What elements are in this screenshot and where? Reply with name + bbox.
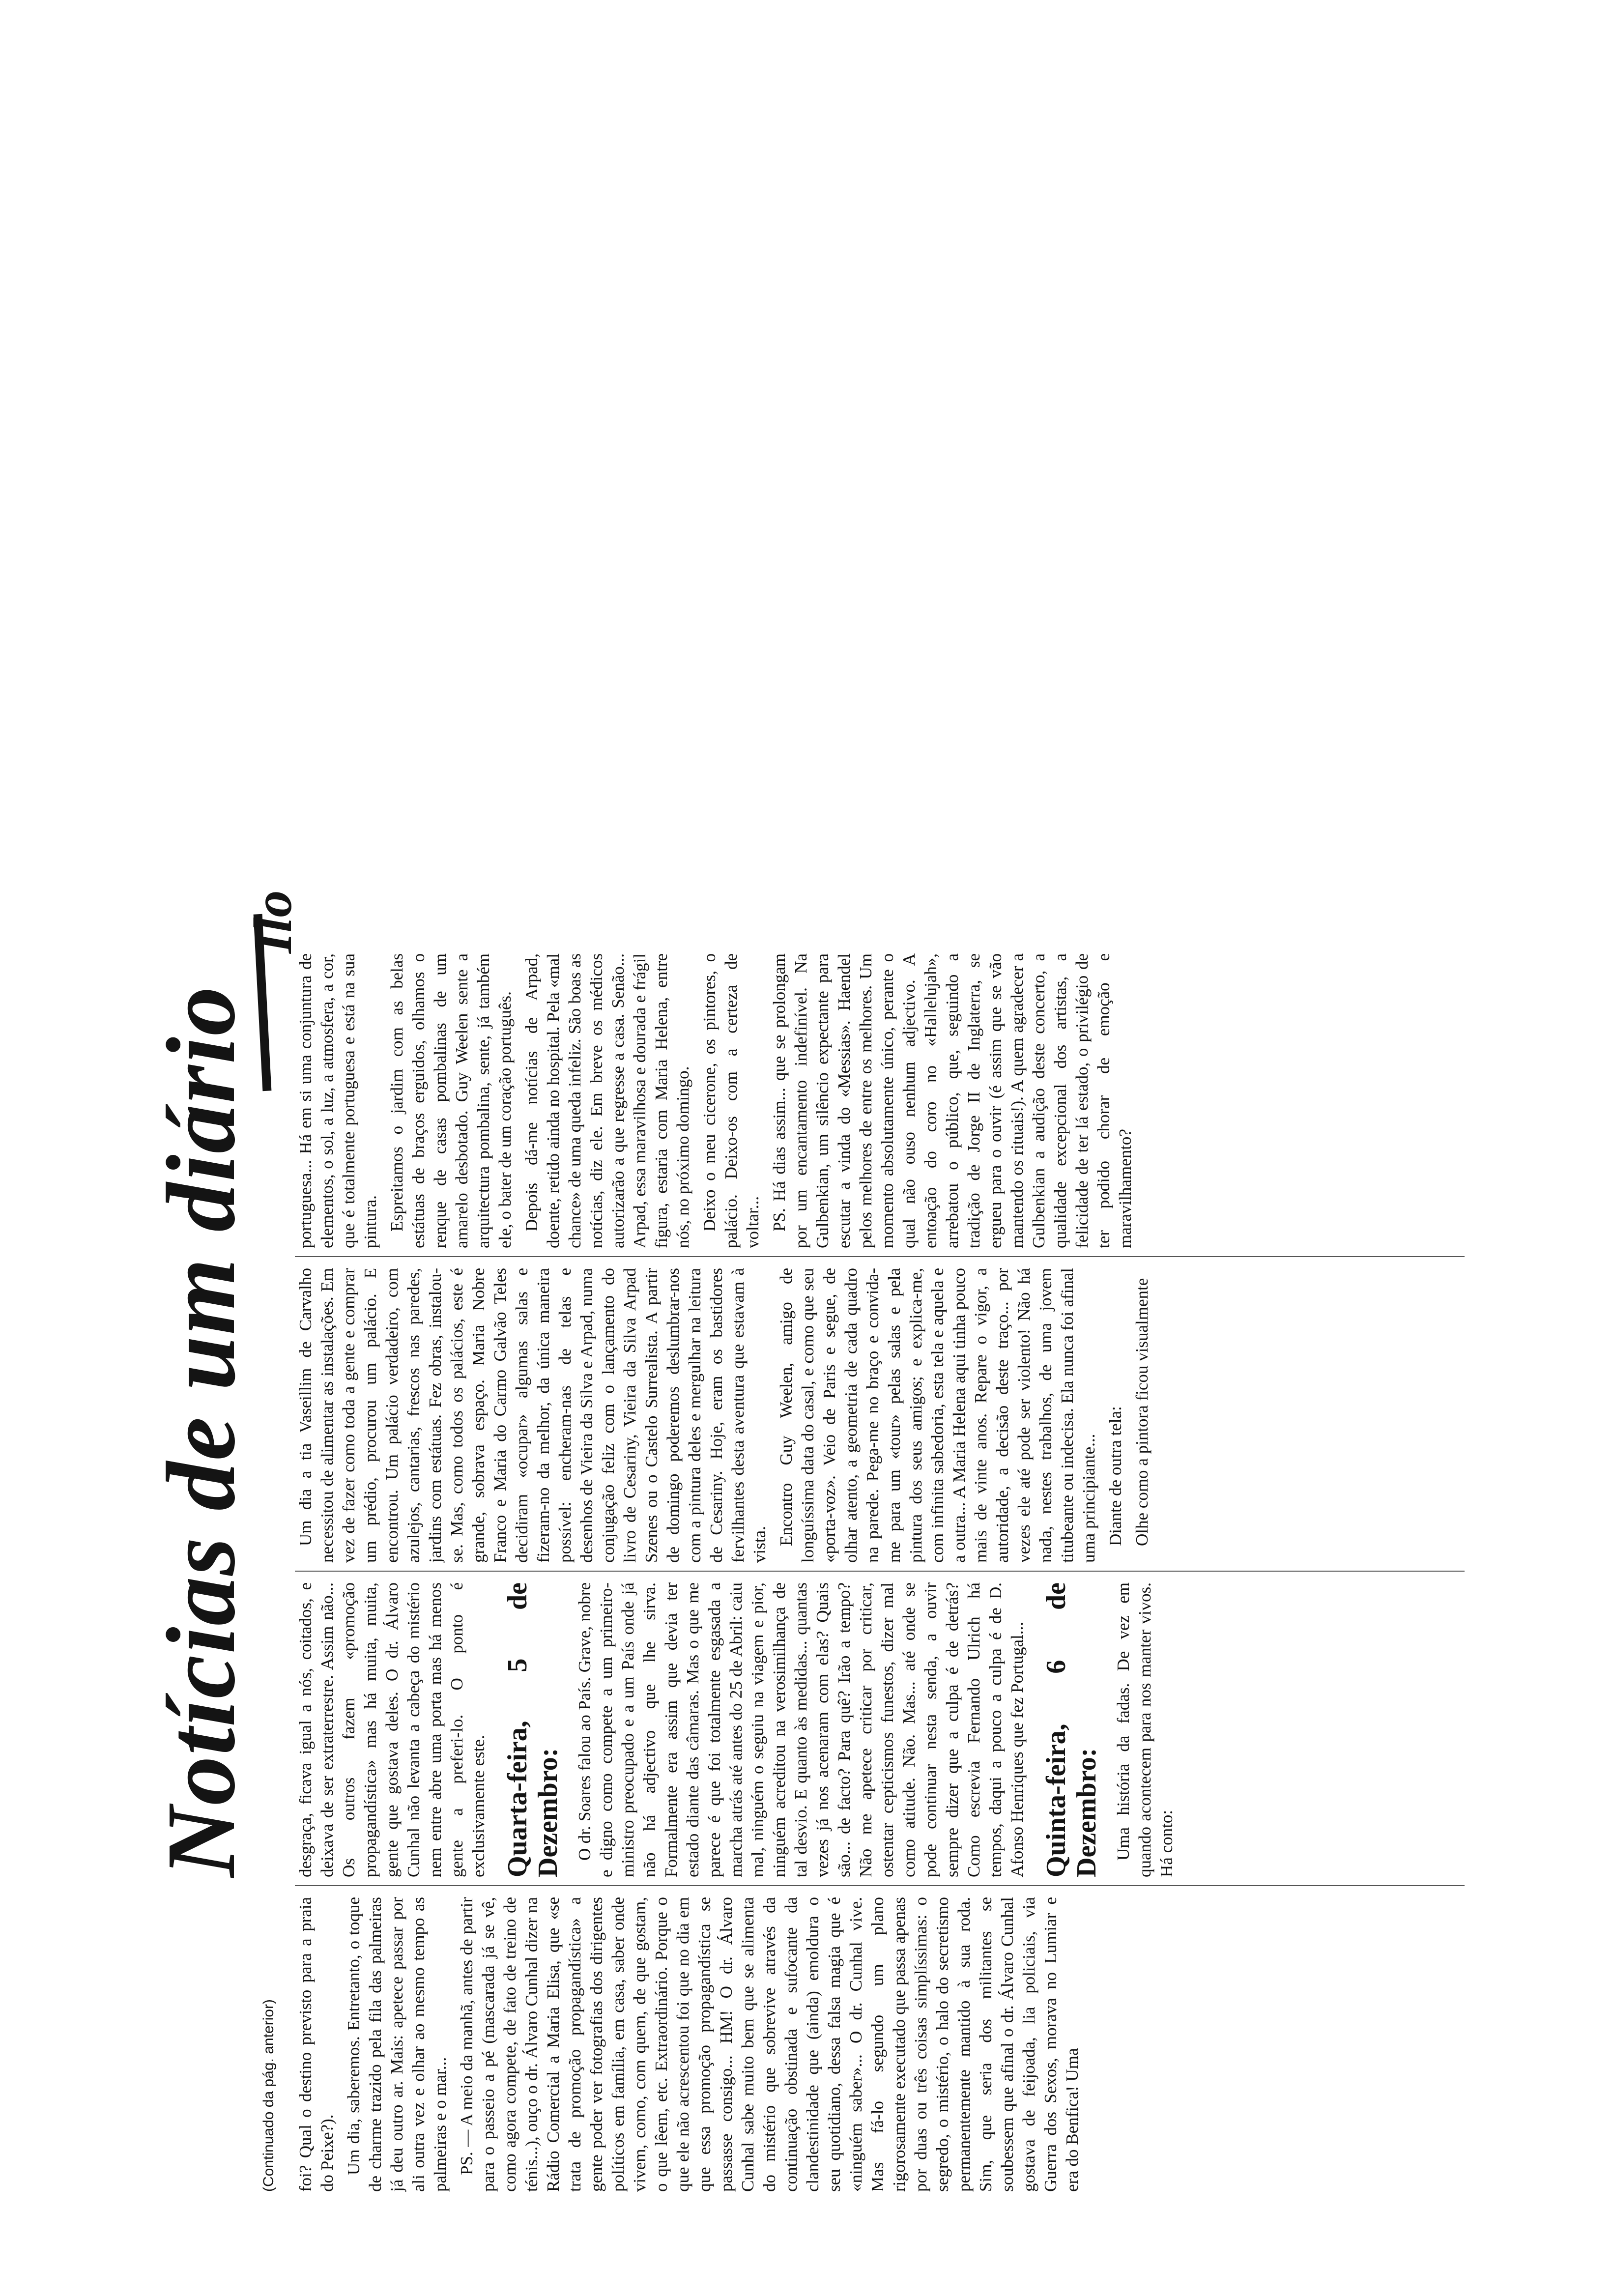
paragraph: Um dia a tia Vaseillim de Carvalho necessitou de alimentar as instalações. Em vez de fazer como toda a gente e comprar um prédio, procurou um palácio. E encontrou. Um palácio verdadeiro, com azulejos, cantarias, frescos nas paredes, jardins com estátuas. Fez obras, instalou-se. Mas, como todos os palácios, este é grande, sobrava espaço. Maria Nobre Franco e Maria do Carmo Galvão Teles decidiram «ocupar» algumas salas e fizeram-no da melhor, da única maneira possível: encheram-nas de telas e desenhos de Vieira da Silva e Arpad, numa conjugação feliz com o lançamento do livro de Cesariny, Vieira da Silva Arpad Szenes ou o Castelo Surrealista. A partir de domingo poderemos deslumbrar-nos com a pintura deles e mergulhar na leitura de Cesariny. Hoje, eram os bastidores fervilhantes desta aventura que estavam à vista.: [296, 1268, 769, 1563]
handwritten-mark: Ilo: [243, 890, 303, 953]
rotated-article: [133, 98, 1479, 2192]
paragraph: Olhe como a pintora ficou visualmente: [1132, 1278, 1151, 1546]
paragraph: desgraça, ficava igual a nós, coitados, e deixava de ser extraterrestre. Assim não... Os outros fazem «promoção propagandística» mas há muita, muita, gente que gostava deles. O dr. Álvaro Cunhal não levanta a cabeça do mistério nem entre abre uma porta mas há menos gente a preferi-lo. O ponto é exclusivamente este.: [296, 1582, 488, 1877]
column-divider: [295, 1571, 1465, 1572]
paragraph: PS. Há dias assim... que se prolongam por um encantamento indefinível. Na Gulbenkian, um silêncio expectante para escutar a vinda do «Messias». Haendel pelos melhores de entre os melhores. Um momento absolutamente único, perante o qual não ouso nenhum adjectivo. A entoação do coro no «Hallelujah», arrebatou o público, que, seguindo a tradição de Jorge II de Inglaterra, se ergueu para o ouvir (é assim que se vão mantendo os rituais!). A quem agradecer a Gulbenkian a audição deste concerto, a qualidade excepcional dos artistas, a felicidade de ter lá estado, o privilégio de ter podido chorar de emoção e maravilhamento?: [770, 953, 1135, 1248]
paragraph: Espreitamos o jardim com as belas estátuas de braços erguidos, olhamos o renque de casas pombalinas de um amarelo desbotado. Guy Weelen sente a arquitectura pombalina, sente, já também ele, o bater de um coração português.: [387, 953, 515, 1248]
continued-note: (Continuado da pág. anterior): [260, 1999, 277, 2192]
paragraph: Encontro Guy Weelen, amigo de longuíssima data do casal, e como que seu «porta-voz». Veio de Paris e segue, de olhar atento, a geometria de cada quadro na parede. Pega-me no braço e convida-me para um «tour» pelas salas e pela pintura dos seus amigos; e explica-me, com infinita sabedoria, esta tela e aquela e a outra... A Maria Helena aqui tinha pouco mais de vinte anos. Repare o vigor, a autoridade, a decisão deste traço... por vezes ele até pode ser violento! Não há nada, nestes trabalhos, de uma jovem titubeante ou indecisa. Ela nunca foi afinal uma principiante...: [777, 1268, 1098, 1563]
article-column-2: [295, 1582, 1474, 1877]
paragraph: PS. — A meio da manhã, antes de partir para o passeio a pé (mascarada já se vê, como agora compete, de fato de treino de ténis...), ouço o dr. Álvaro Cunhal dizer na Rádio Comercial a Maria Elisa, que «se trata de promoção propagandística» a gente poder ver fotografias dos dirigentes políticos em família, em casa, saber onde vivem, como, com quem, de que gostam, o que lêem, etc. Extraordinário. Porque o que ele não acrescentou foi que no dia em que essa promoção propagandística se passasse consigo... HM! O dr. Álvaro Cunhal sabe muito bem que se alimenta do mistério que sobrevive através da continuação obstinada e sufocante da clandestinidade que (ainda) emoldura o seu quotidiano, dessa falsa magia que é «ninguém saber»... O dr. Cunhal vive. Mas fá-lo segundo um plano rigorosamente executado que passa apenas por duas ou três coisas simplíssimas: o segredo, o mistério, o halo do secretismo permanentemente mantido à sua roda. Sim, que seria dos militantes se soubessem que afinal o dr. Álvaro Cunhal gostava de feijoada, lia policiais, via Guerra dos Sexos, morava no Lumiar e era do Benfica! Uma: [457, 1897, 1082, 2192]
paragraph: O dr. Soares falou ao País. Grave, nobre e digno como compete a um primeiro-ministro preocupado e a um País onde já não há adjectivo que lhe sirva. Formalmente era assim que devia ter estado diante das câmaras. Mas o que me parece é que foi totalmente esgasada a marcha atrás até antes do 25 de Abril: caiu mal, ninguém o seguiu na viagem e pior, ninguém acreditou na verosimilhança de tal desvio. E quanto às medidas... quantas vezes já nos acenaram com elas? Quais são... de facto? Para quê? Irão a tempo? Não me apetece criticar por criticar, ostentar cepticismos funestos, dizer mal como atitude. Não. Mas... até onde se pode continuar nesta senda, a ouvir sempre dizer que a culpa é de detrás? Como escrevia Fernando Ulrich há tempos, daqui a pouco a culpa é de D. Afonso Henriques que fez Portugal...: [575, 1582, 1027, 1877]
column-divider: [295, 1256, 1465, 1257]
column-divider: [295, 1885, 1465, 1886]
paragraph: Depois dá-me notícias de Arpad, doente, retido ainda no hospital. Pela «mal chance» de uma queda infeliz. São boas as notícias, diz ele. Em breve os médicos autorizarão a que regresse a casa. Senão... Arpad, essa maravilhosa e dourada e frágil figura, estaria com Maria Helena, entre nós, no próximo domingo.: [522, 953, 692, 1248]
paragraph: Um dia, saberemos. Entretanto, o toque de charme trazido pela fila das palmeiras já deu outro ar. Mais: apetece passar por ali outra vez e olhar ao mesmo tempo as palmeiras e o mar...: [344, 1897, 450, 2192]
article-column-4: [295, 953, 1474, 1248]
paragraph: portuguesa... Há em si uma conjuntura de elementos, o sol, a luz, a atmosfera, a cor, que é totalmente portuguesa e está na sua pintura.: [296, 953, 380, 1248]
paragraph: Diante de outra tela:: [1106, 1406, 1125, 1546]
paragraph: foi? Qual o destino previsto para a praia do Peixe?).: [296, 1897, 337, 2192]
article-column-3: [295, 1268, 1474, 1563]
page-title: Notícias de um diário: [147, 985, 256, 1877]
article-column-1: [295, 1897, 1474, 2192]
section-heading-wednesday: Quarta-feira, 5 de Dezembro:: [502, 1582, 563, 1877]
section-heading-thursday: Quinta-feira, 6 de Dezembro:: [1041, 1582, 1102, 1877]
paragraph: Uma história da fadas. De vez em quando acontecem para nos manter vivos. Há conto:: [1114, 1582, 1176, 1877]
masthead: [133, 98, 303, 2192]
paragraph: Deixo o meu cicerone, os pintores, o palácio. Deixo-os com a certeza de voltar...: [700, 953, 762, 1248]
